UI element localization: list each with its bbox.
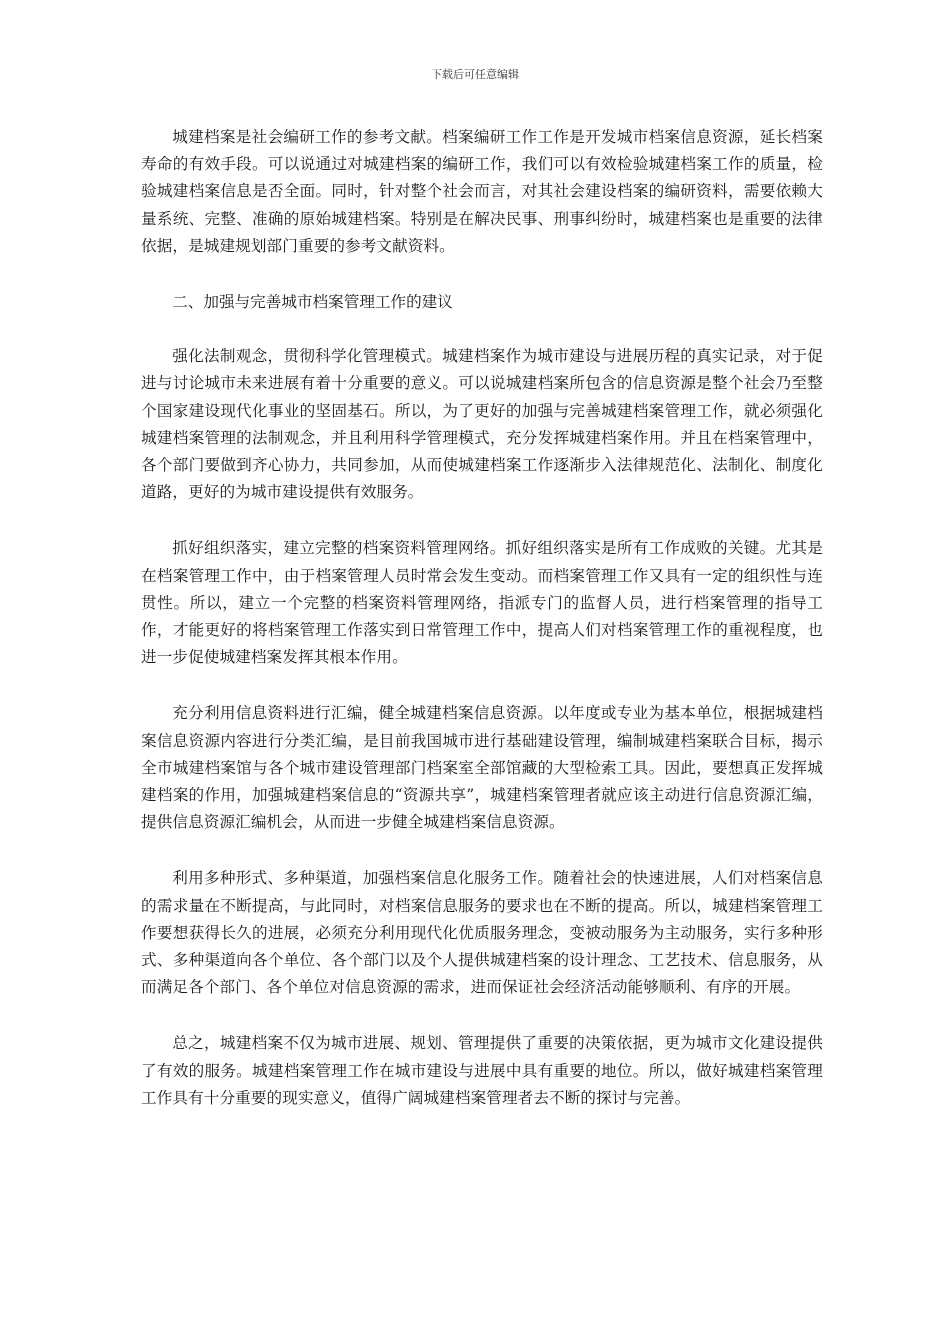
paragraph-legal-awareness: 强化法制观念，贯彻科学化管理模式。城建档案作为城市建设与进展历程的真实记录，对于促进与讨论城市未来进展有着十分重要的意义。可以说城建档案所包含的信息资源是整个社会乃至整个国家建设现代化事业的坚固基石。所以，为了更好的加强与完善城建档案管理工作，就必须强化城建档案管理的法制观念，并且利用科学管理模式，充分发挥城建档案作用。并且在档案管理中，各个部门要做到齐心协力，共同参加，从而使城建档案工作逐渐步入法律规范化、法制化、制度化道路，更好的为城市建设提供有效服务。	[141, 347, 823, 502]
page-header: 下载后可任意编辑	[431, 68, 519, 81]
paragraph-conclusion: 总之，城建档案不仅为城市进展、规划、管理提供了重要的决策依据，更为城市文化建设提供了有效的服务。城建档案管理工作在城市建设与进展中具有重要的地位。所以，做好城建档案管理工作具有十分重要的现实意义，值得广阔城建档案管理者去不断的探讨与完善。	[141, 1034, 823, 1107]
section-heading: 二、加强与完善城市档案管理工作的建议	[172, 293, 453, 312]
paragraph-compilation: 充分利用信息资料进行汇编，健全城建档案信息资源。以年度或专业为基本单位，根据城建档案信息资源内容进行分类汇编，是目前我国城市进行基础建设管理，编制城建档案联合目标，揭示全市城建档案馆与各个城市建设管理部门档案室全部馆藏的大型检索工具。因此，要想真正发挥城建档案的作用，加强城建档案信息的“资源共享”，城建档案管理者就应该主动进行信息资源汇编，提供信息资源汇编机会，从而进一步健全城建档案信息资源。	[141, 704, 823, 832]
paragraph-reference-literature: 城建档案是社会编研工作的参考文献。档案编研工作工作是开发城市档案信息资源，延长档案寿命的有效手段。可以说通过对城建档案的编研工作，我们可以有效检验城建档案工作的质量，检验城建档案信息是否全面。同时，针对整个社会而言，对其社会建设档案的编研资料，需要依赖大量系统、完整、准确的原始城建档案。特别是在解决民事、刑事纠纷时，城建档案也是重要的法律依据，是城建规划部门重要的参考文献资料。	[141, 128, 823, 255]
paragraph-information-service: 利用多种形式、多种渠道，加强档案信息化服务工作。随着社会的快速进展，人们对档案信息的需求量在不断提高，与此同时，对档案信息服务的要求也在不断的提高。所以，城建档案管理工作要想获得长久的进展，必须充分利用现代化优质服务理念，变被动服务为主动服务，实行多种形式、多种渠道向各个单位、各个部门以及个人提供城建档案的设计理念、工艺技术、信息服务，从而满足各个部门、各个单位对信息资源的需求，进而保证社会经济活动能够顺利、有序的开展。	[141, 869, 823, 997]
paragraph-organization: 抓好组织落实，建立完整的档案资料管理网络。抓好组织落实是所有工作成败的关键。尤其是在档案管理工作中，由于档案管理人员时常会发生变动。而档案管理工作又具有一定的组织性与连贯性。所以，建立一个完整的档案资料管理网络，指派专门的监督人员，进行档案管理的指导工作，才能更好的将档案管理工作落实到日常管理工作中，提高人们对档案管理工作的重视程度，也进一步促使城建档案发挥其根本作用。	[141, 539, 823, 667]
document-body	[141, 124, 823, 1141]
